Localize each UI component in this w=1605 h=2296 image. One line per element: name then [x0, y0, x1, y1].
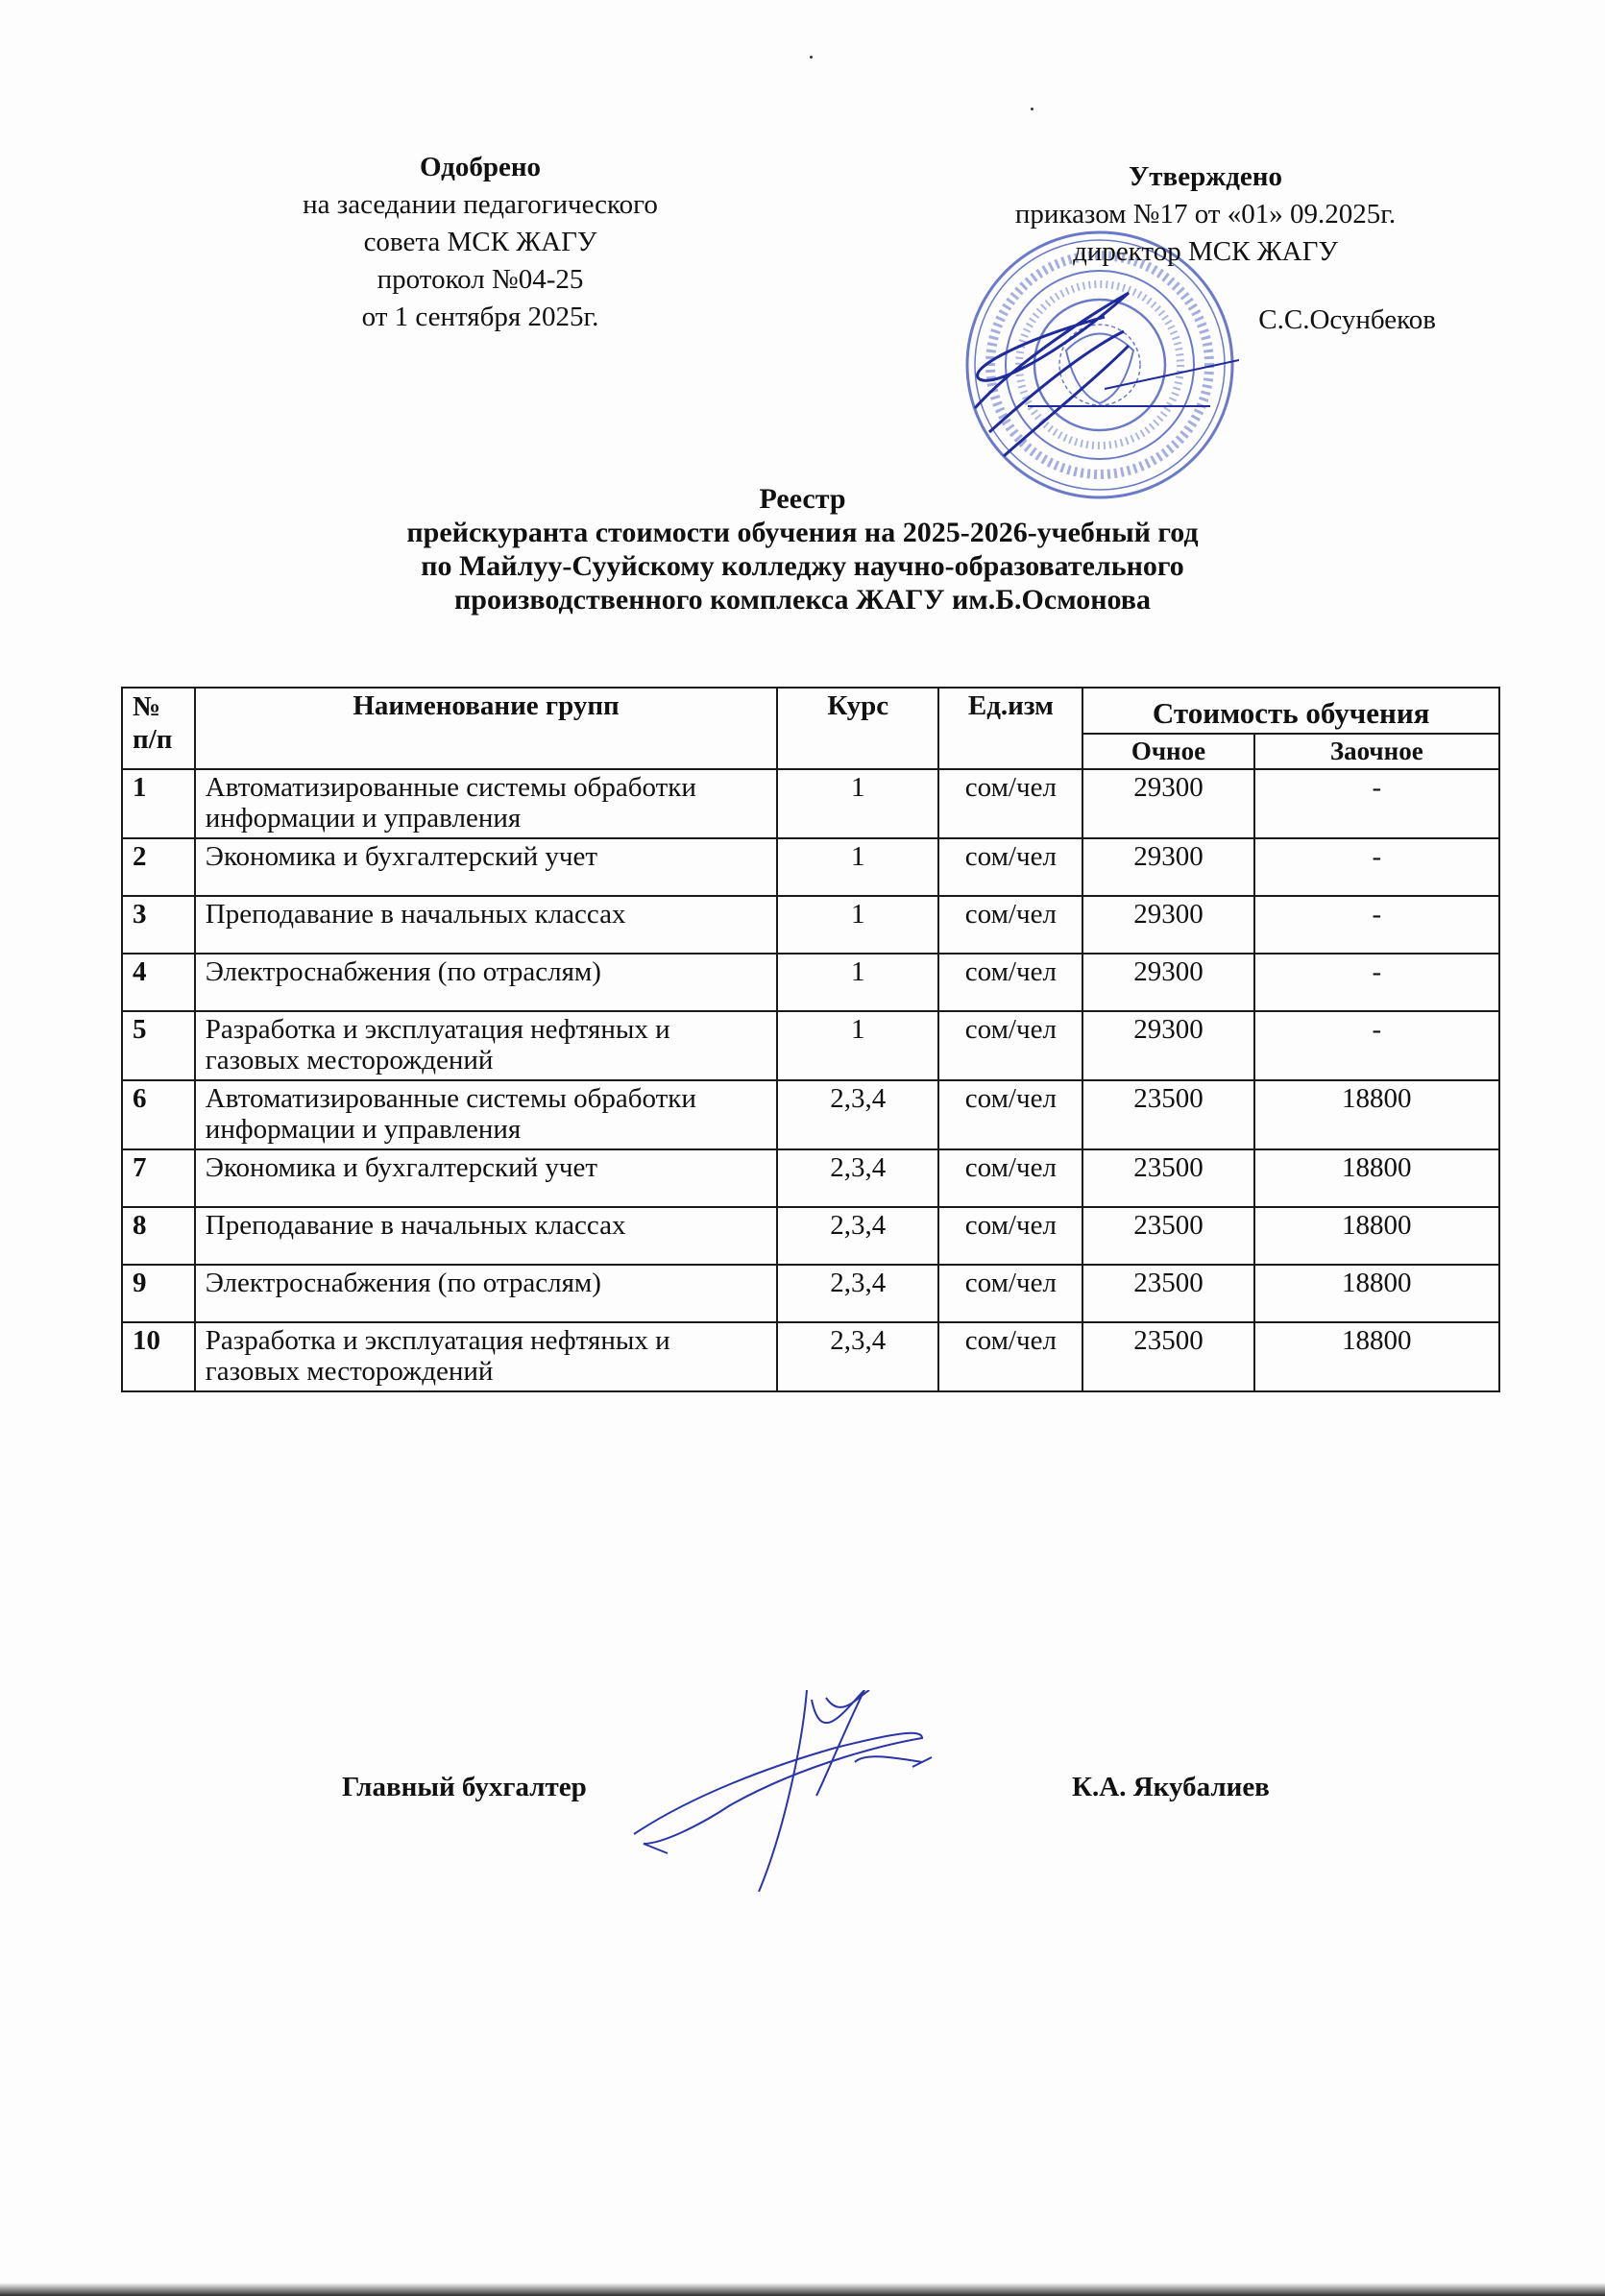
confirmed-line: приказом №17 от «01» 09.2025г.: [1014, 199, 1397, 230]
row-group-name: Экономика и бухгалтерский учет: [195, 838, 777, 896]
row-parttime-cost: -: [1254, 954, 1499, 1011]
row-group-name: Преподавание в начальных классах: [195, 896, 777, 954]
table-row: [122, 1265, 1499, 1322]
row-course: 1: [777, 954, 938, 1011]
row-parttime-cost: -: [1254, 1011, 1499, 1080]
row-course: 1: [777, 1011, 938, 1080]
document-title-line: прейскуранта стоимости обучения на 2025-2026-учебный год: [406, 517, 1199, 548]
row-unit: сом/чел: [938, 1265, 1082, 1322]
row-fulltime-cost: 23500: [1082, 1265, 1253, 1322]
row-group-name: Автоматизированные системы обработки информации и управления: [195, 1080, 777, 1149]
signature-icon: [615, 1690, 1018, 1892]
confirmed-title: Утверждено: [1129, 161, 1282, 192]
row-number: 6: [122, 1080, 195, 1149]
row-group-name: Разработка и эксплуатация нефтяных и газовых месторождений: [195, 1322, 777, 1391]
row-unit: сом/чел: [938, 1011, 1082, 1080]
row-unit: сом/чел: [938, 838, 1082, 896]
approved-block: [240, 149, 720, 336]
row-course: 1: [777, 838, 938, 896]
approved-line: протокол №04-25: [377, 264, 584, 295]
row-group-name: Автоматизированные системы обработки информации и управления: [195, 769, 777, 838]
row-course: 2,3,4: [777, 1207, 938, 1265]
row-unit: сом/чел: [938, 1080, 1082, 1149]
row-course: 2,3,4: [777, 1149, 938, 1207]
approved-line: на заседании педагогического: [303, 189, 658, 220]
row-number: 7: [122, 1149, 195, 1207]
header-unit: Ед.изм: [938, 688, 1082, 769]
row-parttime-cost: 18800: [1254, 1322, 1499, 1391]
table-row: [122, 954, 1499, 1011]
row-fulltime-cost: 23500: [1082, 1080, 1253, 1149]
row-parttime-cost: -: [1254, 769, 1499, 838]
approved-line: совета МСК ЖАГУ: [363, 227, 597, 257]
header-num: № п/п: [122, 688, 195, 769]
row-group-name: Разработка и эксплуатация нефтяных и газовых месторождений: [195, 1011, 777, 1080]
chief-accountant-label: Главный бухгалтер: [342, 1772, 587, 1802]
row-number: 3: [122, 896, 195, 954]
row-group-name: Преподавание в начальных классах: [195, 1207, 777, 1265]
row-parttime-cost: 18800: [1254, 1207, 1499, 1265]
table-row: [122, 1322, 1499, 1391]
row-group-name: Экономика и бухгалтерский учет: [195, 1149, 777, 1207]
table-row: [122, 1149, 1499, 1207]
row-parttime-cost: 18800: [1254, 1149, 1499, 1207]
table-row: [122, 896, 1499, 954]
row-course: 1: [777, 769, 938, 838]
table-row: [122, 1080, 1499, 1149]
row-number: 9: [122, 1265, 195, 1322]
row-course: 1: [777, 896, 938, 954]
table-row: [122, 769, 1499, 838]
scan-speck: [1031, 108, 1034, 110]
row-fulltime-cost: 23500: [1082, 1207, 1253, 1265]
row-number: 5: [122, 1011, 195, 1080]
row-fulltime-cost: 23500: [1082, 1149, 1253, 1207]
row-number: 10: [122, 1322, 195, 1391]
row-fulltime-cost: 29300: [1082, 954, 1253, 1011]
row-parttime-cost: 18800: [1254, 1265, 1499, 1322]
document-title-line: Реестр: [759, 483, 846, 515]
row-fulltime-cost: 29300: [1082, 838, 1253, 896]
row-fulltime-cost: 29300: [1082, 896, 1253, 954]
header-fulltime: Очное: [1082, 734, 1253, 769]
row-parttime-cost: -: [1254, 838, 1499, 896]
scan-edge: [0, 2283, 1605, 2296]
row-parttime-cost: 18800: [1254, 1080, 1499, 1149]
table-row: [122, 838, 1499, 896]
row-fulltime-cost: 29300: [1082, 769, 1253, 838]
row-fulltime-cost: 29300: [1082, 1011, 1253, 1080]
row-unit: сом/чел: [938, 954, 1082, 1011]
header-parttime: Заочное: [1254, 734, 1499, 769]
document-title-line: по Майлуу-Сууйскому колледжу научно-образовательного: [421, 550, 1184, 582]
header-course: Курс: [777, 688, 938, 769]
row-number: 4: [122, 954, 195, 1011]
row-number: 1: [122, 769, 195, 838]
row-course: 2,3,4: [777, 1265, 938, 1322]
table-header-row: [122, 688, 1499, 734]
row-group-name: Электроснабжения (по отраслям): [195, 954, 777, 1011]
header-name: Наименование групп: [195, 688, 777, 769]
row-fulltime-cost: 23500: [1082, 1322, 1253, 1391]
scan-speck: [810, 56, 813, 59]
row-number: 2: [122, 838, 195, 896]
price-table: [121, 687, 1500, 1392]
row-unit: сом/чел: [938, 769, 1082, 838]
approved-line: от 1 сентября 2025г.: [361, 302, 599, 332]
document-title-line: производственного комплекса ЖАГУ им.Б.Осмонова: [454, 584, 1151, 616]
row-parttime-cost: -: [1254, 896, 1499, 954]
row-group-name: Электроснабжения (по отраслям): [195, 1265, 777, 1322]
row-unit: сом/чел: [938, 896, 1082, 954]
row-course: 2,3,4: [777, 1080, 938, 1149]
director-name: С.С.Осунбеков: [1258, 304, 1436, 335]
row-course: 2,3,4: [777, 1322, 938, 1391]
chief-accountant-name: К.А. Якубалиев: [1072, 1772, 1270, 1802]
table-row: [122, 1207, 1499, 1265]
confirmed-block: [965, 158, 1446, 339]
row-unit: сом/чел: [938, 1149, 1082, 1207]
table-row: [122, 1011, 1499, 1080]
approved-title: Одобрено: [419, 152, 542, 182]
row-unit: сом/чел: [938, 1322, 1082, 1391]
header-cost: Стоимость обучения: [1082, 688, 1499, 734]
confirmed-line: директор МСК ЖАГУ: [1073, 236, 1338, 267]
row-number: 8: [122, 1207, 195, 1265]
row-unit: сом/чел: [938, 1207, 1082, 1265]
